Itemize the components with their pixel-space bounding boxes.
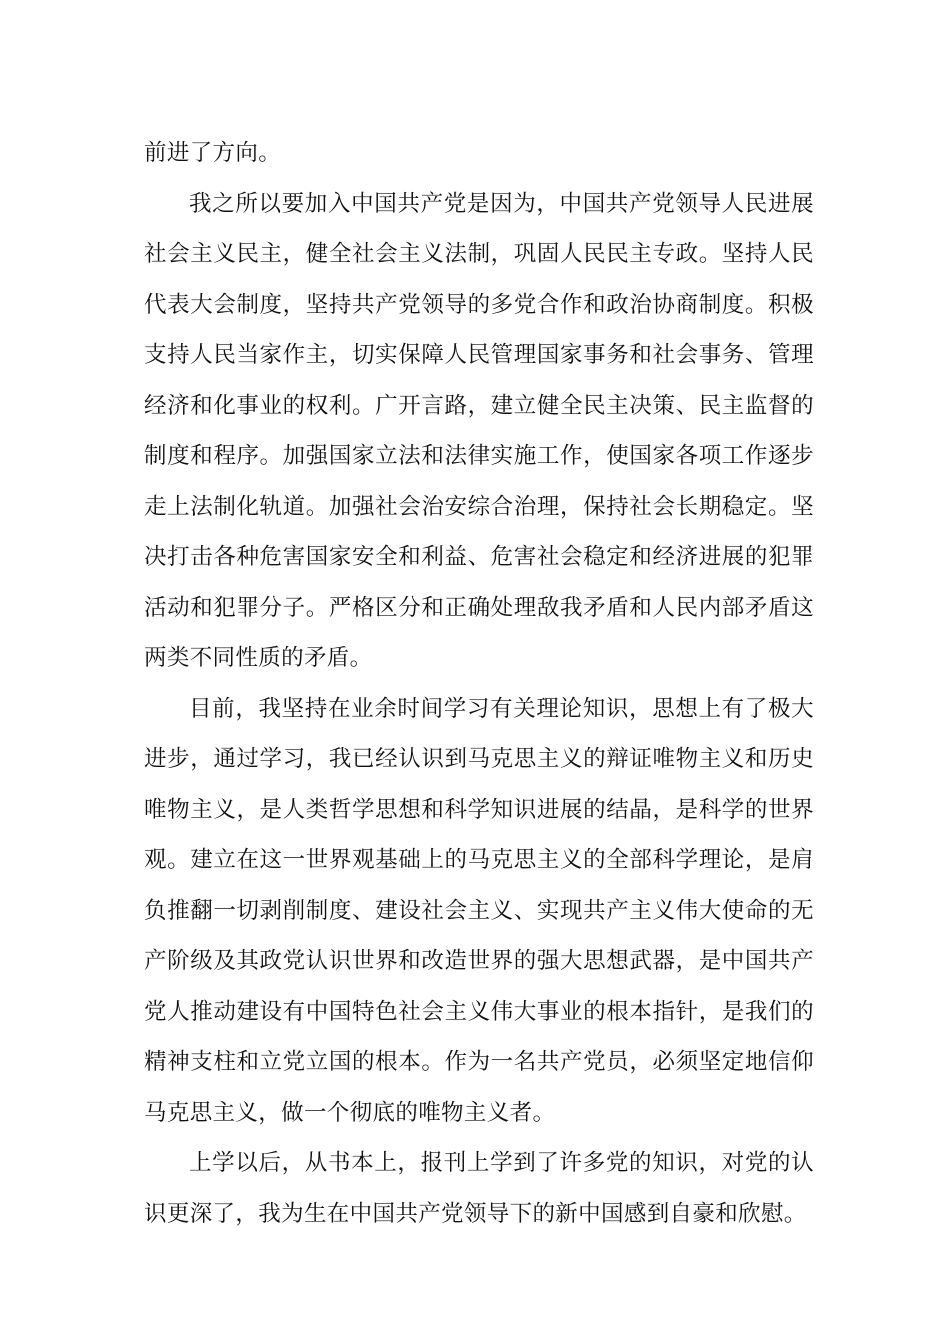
paragraph-school-learning: 上学以后，从书本上，报刊上学到了许多党的知识，对党的认识更深了，我为生在中国共产党领导下的新中国感到自豪和欣慰。 <box>144 1150 814 1227</box>
paragraph-reason-for-joining: 我之所以要加入中国共产党是因为，中国共产党领导人民进展社会主义民主，健全社会主义法制，巩固人民民主专政。坚持人民代表大会制度，坚持共产党领导的多党合作和政治协商制度。积极支持人民当家作主，切实保障人民管理国家事务和社会事务、管理经济和化事业的权利。广开言路，建立健全民主决策、民主监督的制度和程序。加强国家立法和法律实施工作，使国家各项工作逐步走上法制化轨道。加强社会治安综合治理，保持社会长期稳定。坚决打击各种危害国家安全和利益、危害社会稳定和经济进展的犯罪活动和犯罪分子。严格区分和正确处理敌我矛盾和人民内部矛盾这两类不同性质的矛盾。 <box>144 190 814 671</box>
document-body <box>144 128 814 1239</box>
paragraph-continuation: 前进了方向。 <box>144 140 282 166</box>
paragraph-theory-study: 目前，我坚持在业余时间学习有关理论知识，思想上有了极大进步，通过学习，我已经认识到马克思主义的辩证唯物主义和历史唯物主义，是人类哲学思想和科学知识进展的结晶，是科学的世界观。建立在这一世界观基础上的马克思主义的全部科学理论，是肩负推翻一切剥削制度、建设社会主义、实现共产主义伟大使命的无产阶级及其政党认识世界和改造世界的强大思想武器，是中国共产党人推动建设有中国特色社会主义伟大事业的根本指针，是我们的精神支柱和立党立国的根本。作为一名共产党员，必须坚定地信仰马克思主义，做一个彻底的唯物主义者。 <box>144 695 814 1126</box>
